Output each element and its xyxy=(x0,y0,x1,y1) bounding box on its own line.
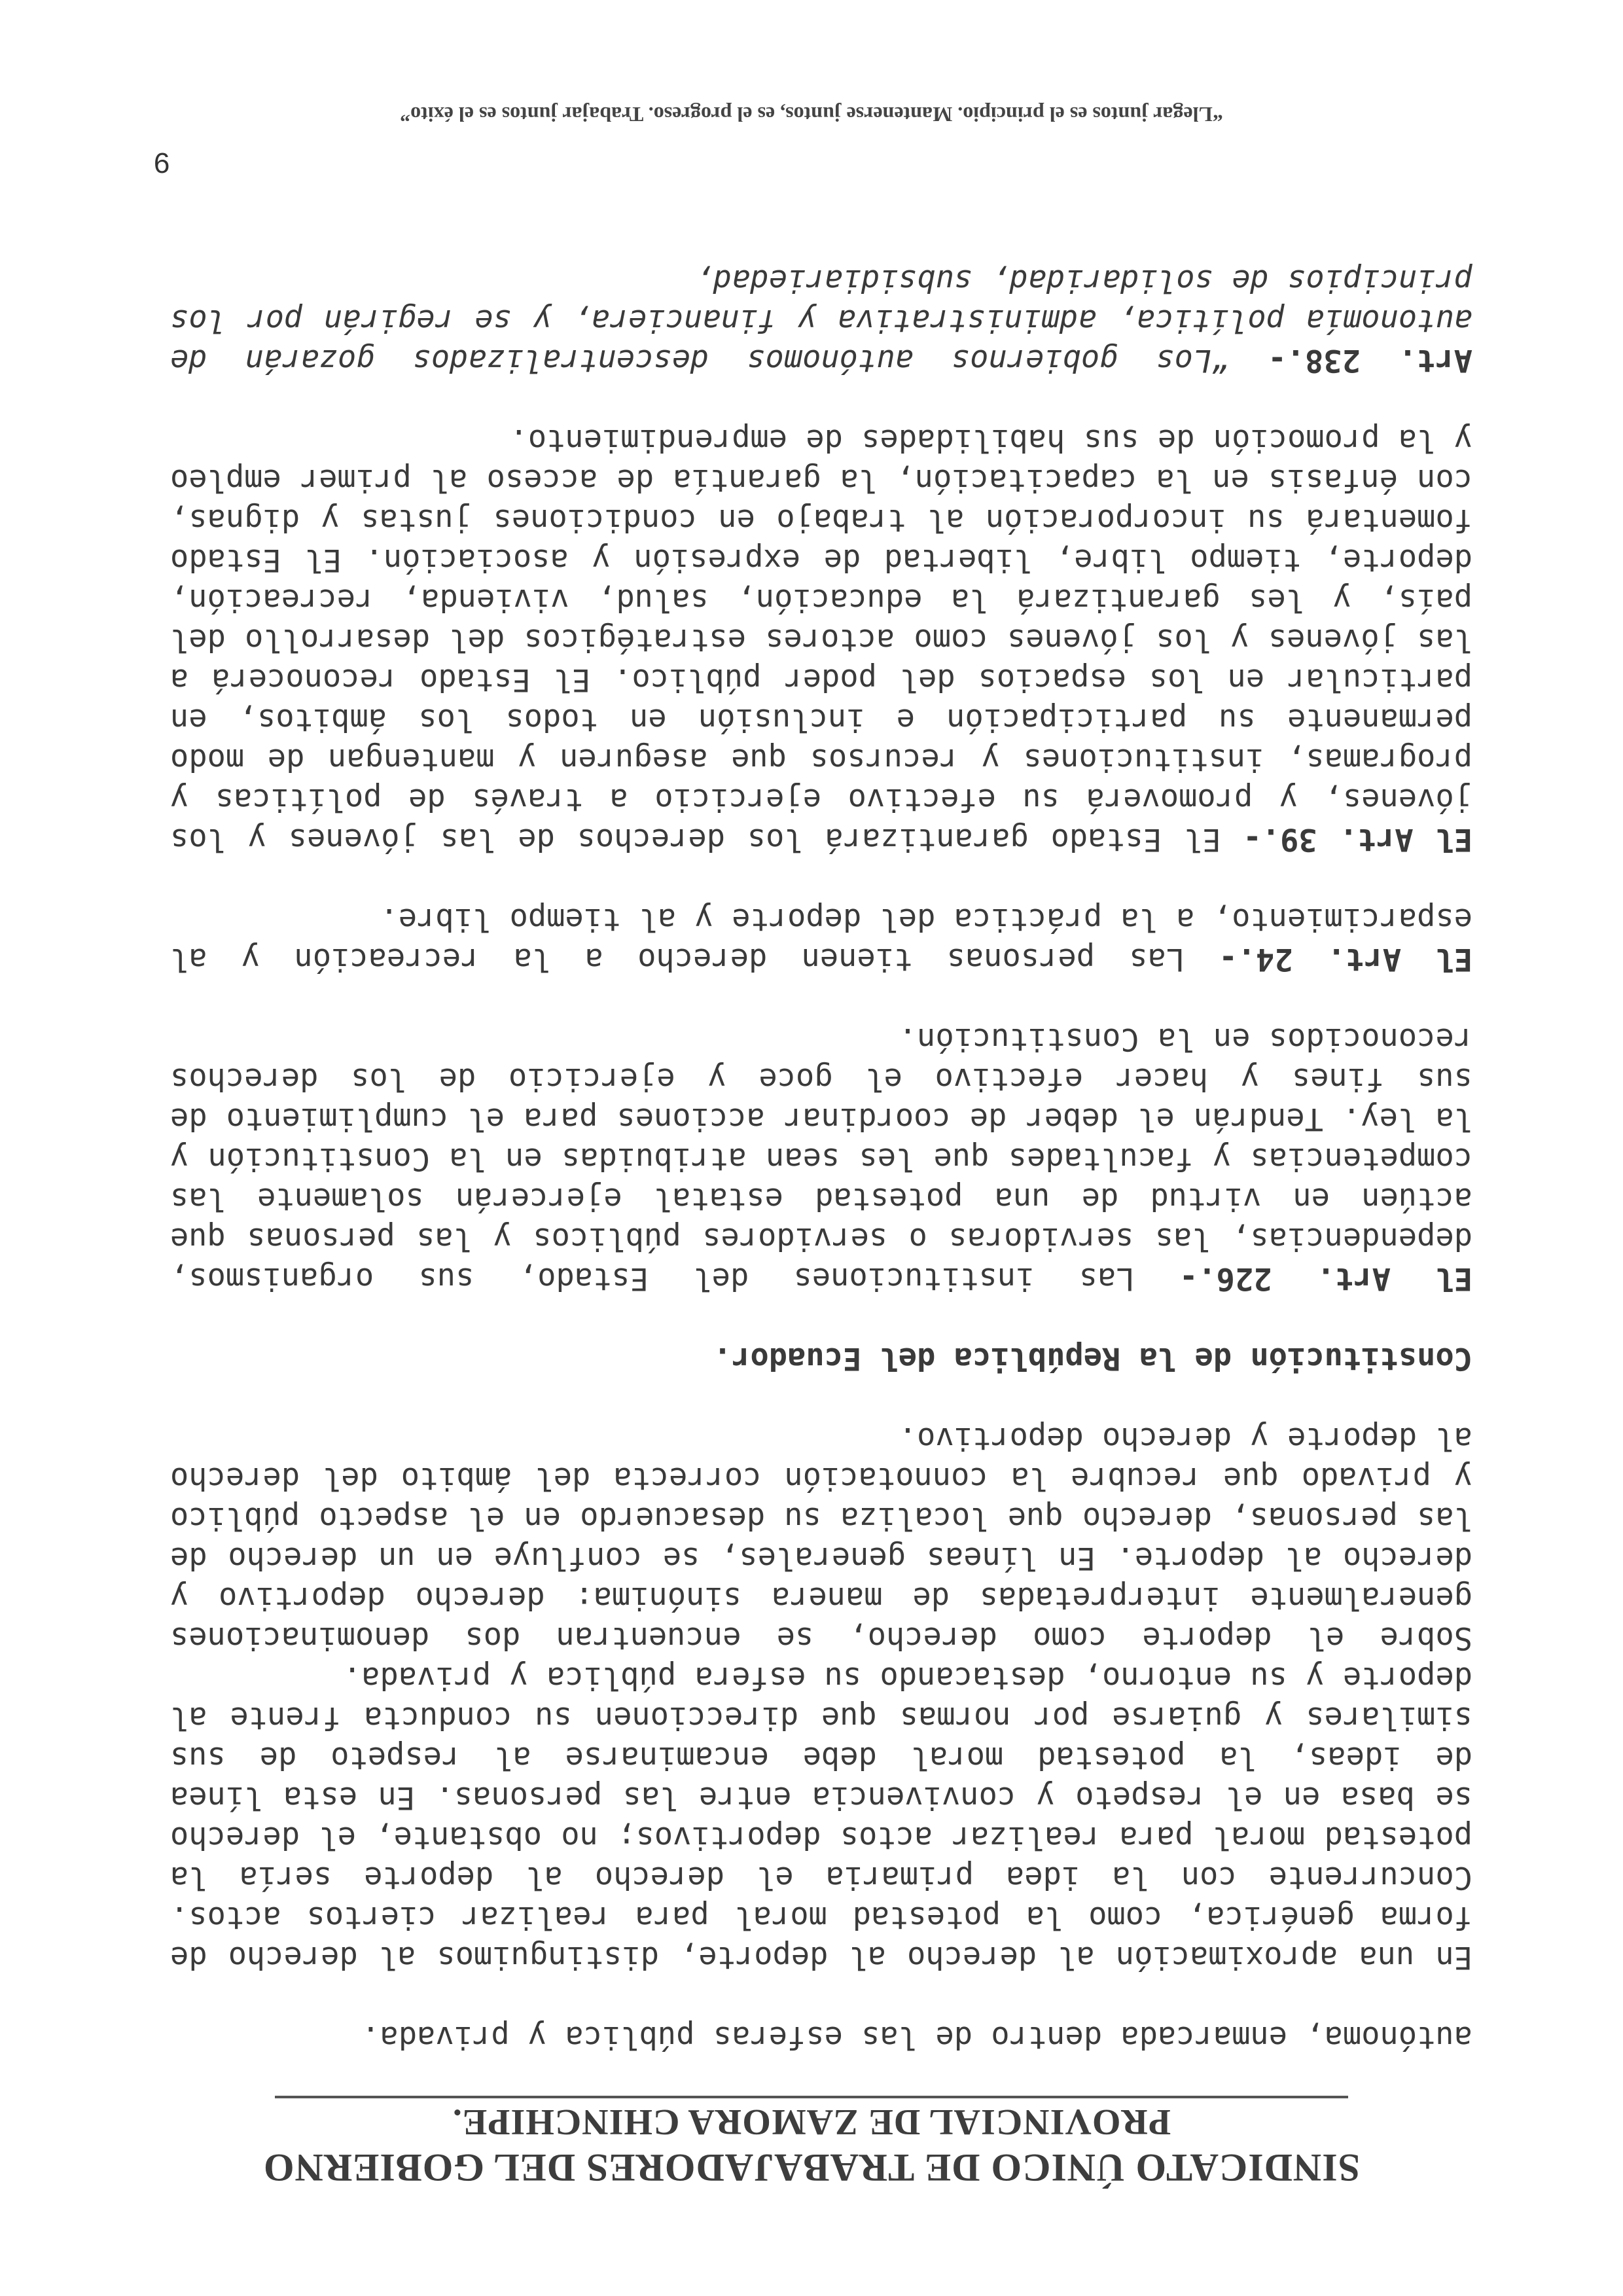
article-226 xyxy=(170,1019,1472,1299)
article-24-text: Las personas tienen derecho a la recreación y al esparcimiento, a la práctica del deporte y al tiempo libre. xyxy=(170,901,1472,977)
paragraph-2: En una aproximación al derecho al deporte, distinguimos al derecho de forma genérica, como la potestad moral para realizar ciertos actos. Concurrente con la idea primaria el derecho al deporte sería la potestad moral para realizar actos deportivos; no obstante, el derecho se basa en el respeto y convivencia entre las personas. En esta línea de ideas, la potestad moral debe encaminarse al respeto de sus similares y guiarse por normas que direccionen su conducta frente al deporte y su entorno, destacando su esfera pública y privada. xyxy=(170,1660,1472,1975)
article-238 xyxy=(170,260,1472,380)
article-238-text: “Los gobiernos autónomos descentralizados gozarán de autonomía política, administrativa y financiera, y se regirán por los principios de solidaridad, subsidiariedad, xyxy=(170,262,1472,378)
page-number: 9 xyxy=(154,147,170,179)
paragraph-1: autónoma, enmarcada dentro de las esferas pública y privada. xyxy=(361,2019,1472,2055)
article-24 xyxy=(170,899,1472,979)
letterhead-line-1: SINDICATO ÚNICO DE TRABAJADORES DEL GOBIERNO xyxy=(263,2146,1361,2189)
footer-motto: “Llegar juntos es el principio. Mantenerse juntos, es el progreso. Trabajar juntos es el éxito” xyxy=(400,103,1223,126)
article-39-text: El Estado garantizará los derechos de las jóvenes y los jóvenes, y promoverá su efectivo ejercicio a través de políticas y programas, instituciones y recursos que aseguren y mantengan de modo permanente su participación e inclusión en todos los ámbitos, en particular en los espacios del poder público. El Estado reconocerá a las jóvenes y los jóvenes como actores estratégicos del desarrollo del país, y les garantizará la educación, salud, vivienda, recreación, deporte, tiempo libre, libertad de expresión y asociación. El Estado fomentará su incorporación al trabajo en condiciones justas y dignas, con énfasis en la capacitación, la garantía de acceso al primer empleo y la promoción de sus habilidades de emprendimiento. xyxy=(170,422,1472,857)
article-24-label: El Art. 24.- xyxy=(1219,941,1472,977)
letterhead xyxy=(0,2096,1623,2191)
article-226-text: Las instituciones del Estado, sus organismos, dependencias, las servidoras o servidores públicos y las personas que actúen en virtud de una potestad estatal ejercerán solamente las competencias y facultades que les sean atribuidas en la Constitución y la ley. Tendrán el deber de coordinar acciones para el cumplimiento de sus fines y hacer efectivo el goce y ejercicio de los derechos reconocidos en la Constitución. xyxy=(170,1021,1472,1297)
paragraph-3: Sobre el deporte como derecho, se encuentran dos denominaciones generalmente interpretadas de manera sinónima: derecho deportivo y derecho al deporte. En líneas generales, se confluye en un derecho de las personas, derecho que localiza su desacuerdo en el aspecto público y privado que recubre la connotación correcta del ámbito del derecho al deporte y derecho deportivo. xyxy=(170,1420,1472,1656)
article-238-label: Art. 238.- xyxy=(1268,342,1472,378)
section-title: Constitución de la República del Ecuador. xyxy=(713,1340,1472,1376)
letterhead-rule xyxy=(275,2096,1348,2098)
document-body xyxy=(170,260,1472,2057)
article-39-label: El Art. 39.- xyxy=(1243,821,1472,857)
letterhead-line-2: PROVINCIAL DE ZAMORA CHINCHIPE. xyxy=(452,2102,1171,2142)
article-39 xyxy=(170,420,1472,859)
article-226-label: El Art. 226.- xyxy=(1179,1261,1472,1297)
